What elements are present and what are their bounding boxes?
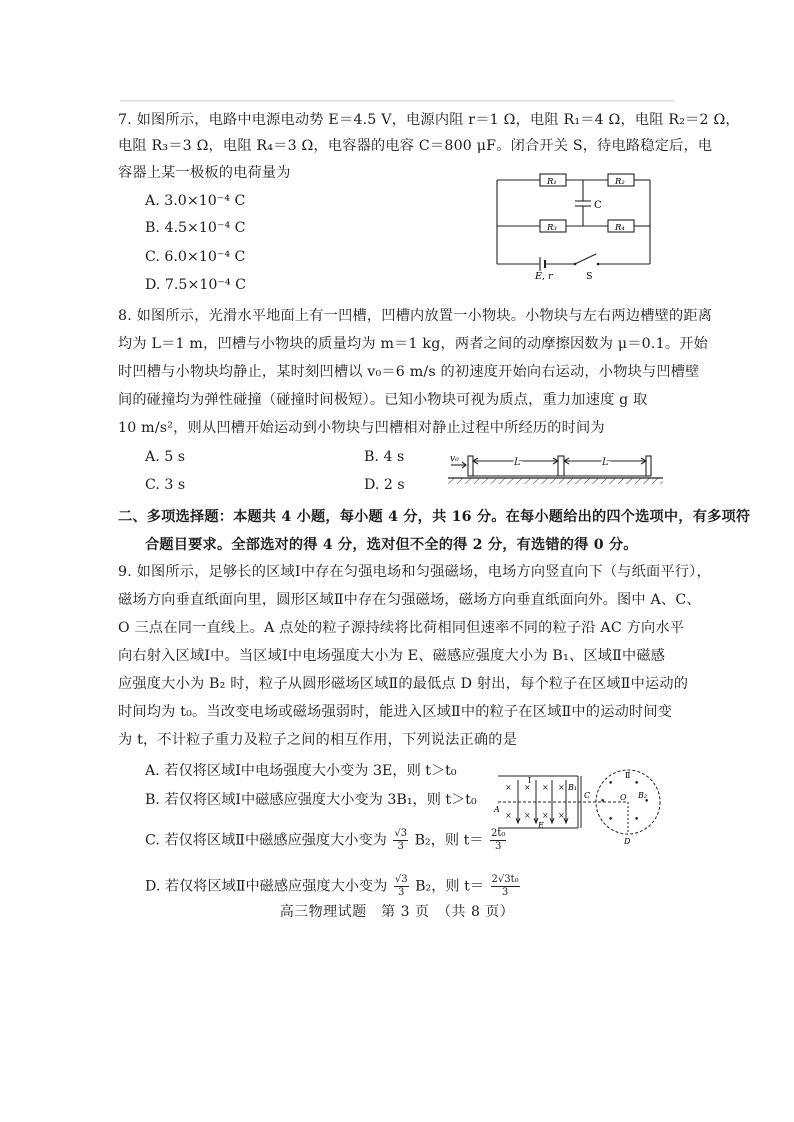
result-numerator: 2√3t₀ — [491, 874, 519, 885]
cross-mark: × — [542, 811, 549, 820]
q8-line-1: 8. 如图所示，光滑水平地面上有一凹槽，凹槽内放置一小物块。小物块与左右两边槽壁的距离 — [118, 308, 713, 324]
q8-option-d: D. 2 s — [364, 477, 405, 493]
capacitor-label: C — [594, 200, 602, 211]
q9-option-d-text: D. 若仅将区域Ⅱ中磁感应强度大小变为 — [145, 878, 388, 895]
q9-option-c-mid: B₂，则 t＝ — [414, 832, 484, 849]
denominator: 3 — [398, 887, 405, 898]
q9-option-d-mid: B₂，则 t＝ — [415, 878, 485, 895]
cross-mark: × — [505, 811, 512, 820]
cross-mark: × — [558, 811, 565, 820]
cross-mark: × — [524, 783, 531, 792]
cross-mark: × — [542, 783, 549, 792]
q9-line-4: 向右射入区域Ⅰ中。当区域Ⅰ中电场强度大小为 E、磁感应强度大小为 B₁、区域Ⅱ中磁感 — [118, 648, 666, 664]
q9-field-diagram — [492, 768, 672, 846]
q9-option-c-text: C. 若仅将区域Ⅱ中磁感应强度大小变为 — [145, 832, 387, 849]
q7-option-a: A. 3.0×10⁻⁴ C — [145, 193, 246, 209]
dot-mark: • — [600, 797, 606, 807]
dot-mark: • — [608, 815, 614, 825]
scan-edge — [120, 100, 675, 103]
page-footer: 高三物理试题 第 3 页 （共 8 页） — [279, 904, 515, 920]
block — [558, 456, 564, 476]
source-label: E, r — [535, 271, 553, 280]
q7-line-1: 7. 如图所示，电路中电源电动势 E＝4.5 V，电源内阻 r＝1 Ω，电阻 R₁＝4 Ω，电阻 R₂＝2 Ω， — [118, 112, 740, 128]
dot-mark: • — [644, 797, 650, 807]
dot-mark: • — [634, 779, 640, 789]
q9-option-d-result — [491, 874, 520, 899]
q9-line-6: 时间均为 t₀。当改变电场或磁场强弱时，能进入区域Ⅱ中的粒子在区域Ⅱ中的运动时间变 — [118, 704, 673, 720]
field-e-label: E — [538, 821, 544, 830]
q9-option-d — [145, 874, 520, 899]
l-right-label: L — [602, 457, 609, 468]
q8-line-5: 10 m/s²，则从凹槽开始运动到小物块与凹槽相对静止过程中所经历的时间为 — [118, 420, 605, 436]
section-2-line-2: 合题目要求。全部选对的得 4 分，选对但不全的得 2 分，有选错的得 0 分。 — [145, 537, 638, 553]
switch-label: S — [586, 271, 593, 280]
q8-line-2: 均为 L＝1 m，凹槽与小物块的质量均为 m＝1 kg，两者之间的动摩擦因数为 μ＝0.1。开始 — [118, 336, 708, 352]
result-numerator: 2t₀ — [491, 828, 506, 839]
q9-option-c-fraction — [393, 828, 408, 853]
q9-line-7: 为 t，不计粒子重力及粒子之间的相互作用，下列说法正确的是 — [118, 732, 518, 748]
result-denominator: 3 — [495, 841, 502, 852]
q9-line-3: O 三点在同一直线上。A 点处的粒子源持续将比荷相同但速率不同的粒子沿 AC 方向水平 — [118, 620, 685, 636]
r3-label: R₃ — [547, 223, 557, 233]
dot-mark: • — [634, 815, 640, 825]
q7-option-d: D. 7.5×10⁻⁴ C — [145, 277, 246, 293]
q9-option-d-fraction — [394, 874, 409, 899]
b1-label: B₁ — [568, 783, 578, 792]
q9-option-c — [145, 828, 506, 853]
point-c-label: C — [584, 791, 591, 800]
q7-line-3: 容器上某一极板的电荷量为 — [118, 165, 291, 181]
sqrt3-numerator: √3 — [394, 874, 408, 885]
q9-line-2: 磁场方向垂直纸面向里，圆形区域Ⅱ中存在匀强磁场，磁场方向垂直纸面向外。图中 A、C、 — [118, 592, 701, 608]
q8-option-c: C. 3 s — [145, 477, 186, 493]
result-denominator: 3 — [501, 887, 509, 898]
l-left-label: L — [514, 457, 521, 468]
q8-option-a: A. 5 s — [145, 449, 186, 465]
cross-mark: × — [558, 783, 565, 792]
b2-label: B₂ — [638, 791, 648, 800]
q9-line-5: 应强度大小为 B₂ 时，粒子从圆形磁场区域Ⅱ的最低点 D 射出，每个粒子在区域Ⅱ中运动的 — [118, 676, 689, 692]
q7-circuit-diagram — [490, 172, 670, 280]
denominator: 3 — [397, 841, 404, 852]
cross-mark: × — [505, 783, 512, 792]
cross-mark: × — [524, 811, 531, 820]
region-2-label: Ⅱ — [625, 771, 631, 780]
dot-mark: • — [608, 779, 614, 789]
q8-option-b: B. 4 s — [364, 449, 405, 465]
q7-option-b: B. 4.5×10⁻⁴ C — [145, 220, 246, 236]
q8-groove-diagram — [448, 450, 668, 490]
q9-line-1: 9. 如图所示，足够长的区域Ⅰ中存在匀强电场和匀强磁场，电场方向竖直向下（与纸面平行）， — [118, 564, 711, 580]
r2-label: R₂ — [615, 177, 625, 187]
q8-line-4: 间的碰撞均为弹性碰撞（碰撞时间极短）。已知小物块可视为质点，重力加速度 g 取 — [118, 392, 648, 408]
r4-label: R₄ — [615, 223, 625, 233]
sqrt3-numerator: √3 — [394, 828, 408, 839]
q7-option-c: C. 6.0×10⁻⁴ C — [145, 249, 246, 265]
q9-option-b: B. 若仅将区域Ⅰ中磁感应强度大小变为 3B₁，则 t＞t₀ — [145, 792, 477, 808]
q8-line-3: 时凹槽与小物块均静止，某时刻凹槽以 v₀＝6 m/s 的初速度开始向右运动，小物块与凹槽壁 — [118, 364, 700, 380]
region-1-label: Ⅰ — [528, 776, 532, 785]
q7-line-2: 电阻 R₃＝3 Ω，电阻 R₄＝3 Ω，电容器的电容 C＝800 μF。闭合开关 S，待电路稳定后，电 — [118, 138, 713, 154]
point-d-label: D — [624, 837, 631, 846]
ground — [448, 478, 663, 484]
section-2-line-1: 二、多项选择题：本题共 4 小题，每小题 4 分，共 16 分。在每小题给出的四个选项中，有多项符 — [118, 509, 751, 525]
point-a-label: A — [494, 805, 500, 814]
q9-option-a: A. 若仅将区域Ⅰ中电场强度大小变为 3E，则 t＞t₀ — [145, 763, 457, 779]
point-o-label: O — [620, 793, 627, 802]
v0-label: v₀ — [450, 454, 459, 464]
r1-label: R₁ — [547, 177, 557, 187]
